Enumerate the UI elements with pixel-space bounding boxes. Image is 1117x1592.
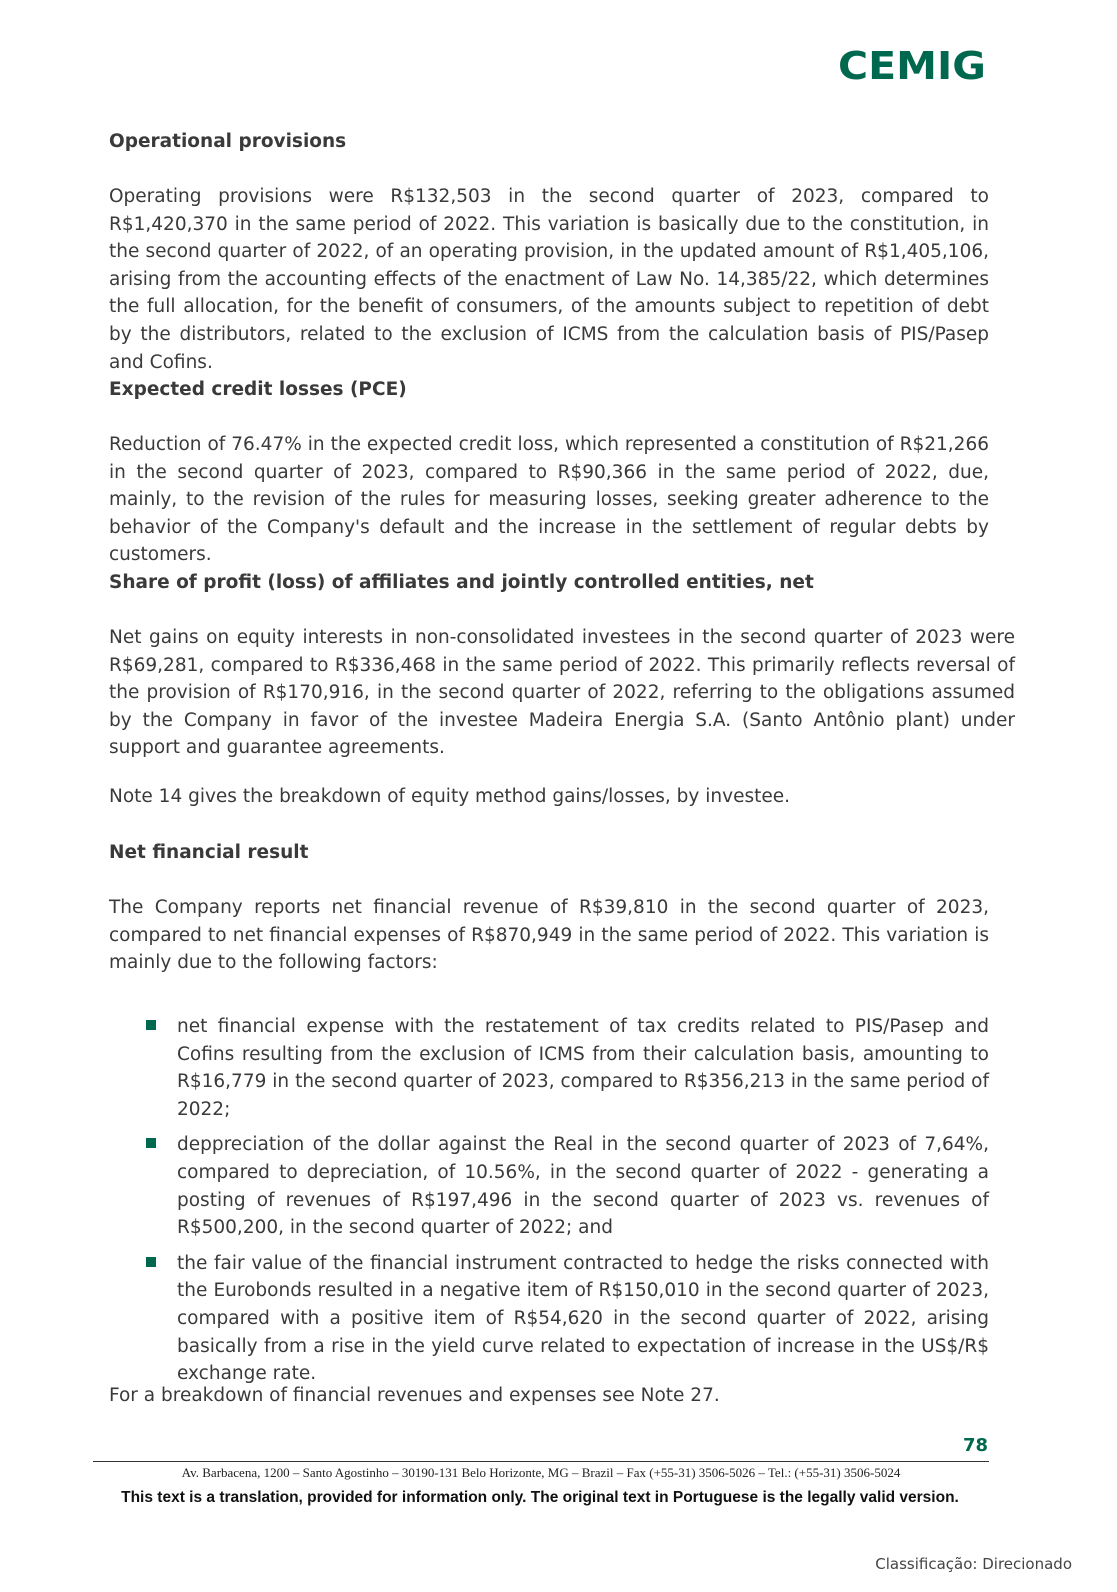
heading-operational-provisions: Operational provisions xyxy=(109,131,347,152)
translation-disclaimer: This text is a translation, provided for information only. The original text in Portuguese is the legally valid version. xyxy=(121,1489,959,1506)
paragraph-operational-provisions: Operating provisions were R$132,503 in the second quarter of 2023, compared to R$1,420,370 in the same period of 2022. This variation is basically due to the constitution, in the second quarter of 2022, of an operating provision, in the updated amount of R$1,405,106, arising from the accounting effects of the enactment of Law No. 14,385/22, which determines the full allocation, for the benefit of consumers, of the amounts subject to repetition of debt by the distributors, related to the exclusion of ICMS from the calculation basis of PIS/Pasep and Cofins. xyxy=(109,186,989,373)
paragraph-share-of-profit: Net gains on equity interests in non-consolidated investees in the second quarter of 2023 were R$69,281, compared to R$336,468 in the same period of 2022. This primarily reflects reversal of the provision of R$170,916, in the second quarter of 2022, referring to the obligations assumed by the Company in favor of the investee Madeira Energia S.A. (Santo Antônio plant) under support and guarantee agreements. xyxy=(109,627,1015,759)
paragraph-net-financial-result: The Company reports net financial revenue of R$39,810 in the second quarter of 2023, compared to net financial expenses of R$870,949 in the same period of 2022. This variation is mainly due to the following factors: xyxy=(109,897,989,974)
classification-label: Classificação: Direcionado xyxy=(875,1555,1072,1573)
section-net-financial-result xyxy=(109,839,989,977)
factors-list xyxy=(109,1013,989,1388)
page-number: 78 xyxy=(962,1435,988,1456)
list-item-text: the fair value of the financial instrument contracted to hedge the risks connected with the Eurobonds resulted in a negative item of R$150,010 in the second quarter of 2023, compared with a positive item of R$54,620 in the second quarter of 2022, arising basically from a rise in the yield curve related to expectation of increase in the US$/R$ exchange rate. xyxy=(177,1252,989,1385)
paragraph-note-27: For a breakdown of financial revenues and expenses see Note 27. xyxy=(109,1385,720,1406)
heading-net-financial-result: Net financial result xyxy=(109,842,309,863)
list-item xyxy=(109,1250,989,1388)
bullet-square-icon xyxy=(146,1020,156,1030)
paragraph-note-14: Note 14 gives the breakdown of equity method gains/losses, by investee. xyxy=(109,785,790,807)
bullet-square-icon xyxy=(146,1257,156,1267)
section-share-of-profit xyxy=(109,569,1015,811)
section-operational-provisions xyxy=(109,128,989,376)
list-item xyxy=(109,1013,989,1123)
heading-share-of-profit: Share of profit (loss) of affiliates and jointly controlled entities, net xyxy=(109,572,814,593)
bullet-square-icon xyxy=(146,1138,156,1148)
logo-text: CEMIG xyxy=(838,46,986,84)
list-item-text: deppreciation of the dollar against the Real in the second quarter of 2023 of 7,64%, compared to depreciation, of 10.56%, in the second quarter of 2022 - generating a posting of revenues of R$197,496 in the second quarter of 2023 vs. revenues of R$500,200, in the second quarter of 2022; and xyxy=(177,1134,989,1239)
list-item-text: net financial expense with the restatement of tax credits related to PIS/Pasep and Cofins resulting from the exclusion of ICMS from their calculation basis, amounting to R$16,779 in the second quarter of 2023, compared to R$356,213 in the same period of 2022; xyxy=(177,1016,989,1120)
paragraph-expected-credit-losses: Reduction of 76.47% in the expected credit loss, which represented a constitution of R$21,266 in the second quarter of 2023, compared to R$90,366 in the same period of 2022, due, mainly, to the revision of the rules for measuring losses, seeking greater adherence to the behavior of the Company's default and the increase in the settlement of regular debts by customers. xyxy=(109,434,989,566)
footer-divider xyxy=(93,1461,989,1462)
heading-expected-credit-losses: Expected credit losses (PCE) xyxy=(109,379,407,400)
footer-address: Av. Barbacena, 1200 – Santo Agostinho – 30190-131 Belo Horizonte, MG – Brazil – Fax (+55-31) 3506-5026 – Tel.: (+55-31) 3506-5024 xyxy=(181,1465,901,1480)
list-item xyxy=(109,1131,989,1241)
cemig-logo xyxy=(838,46,988,84)
section-expected-credit-losses xyxy=(109,376,989,569)
section-closing xyxy=(109,1382,989,1410)
